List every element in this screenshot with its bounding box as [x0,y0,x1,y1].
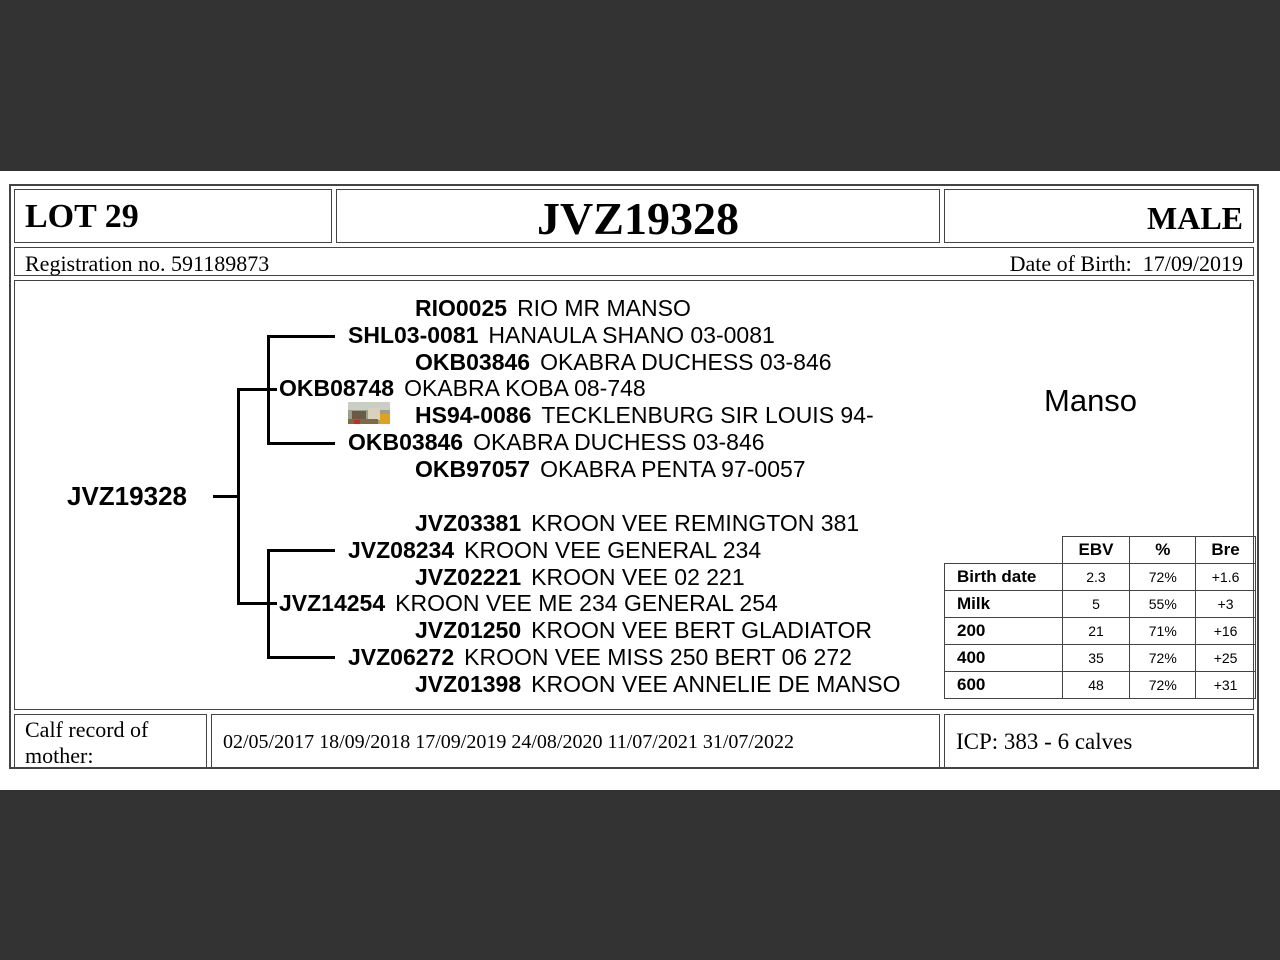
lot-cell [14,189,332,243]
sire-bracket [267,335,270,444]
table-row: 400 35 72% +25 [945,645,1256,672]
pedigree-subject: JVZ19328 [67,481,187,511]
pedigree-dam-dam: JVZ06272 KROON VEE MISS 250 BERT 06 272 [348,644,852,670]
animal-nickname: Manso [1044,383,1138,418]
pedigree-sire-dam: OKB03846 OKABRA DUCHESS 03-846 [348,429,765,455]
pedigree-sire-dam-dam: OKB97057 OKABRA PENTA 97-0057 [415,456,806,482]
pedigree-dam-sire-dam: JVZ02221 KROON VEE 02 221 [415,564,745,590]
lot-number: LOT 29 [25,198,139,235]
pedigree-area [14,280,1254,710]
animal-sex: MALE [1147,200,1243,236]
calf-record-dates: 02/05/2017 18/09/2018 17/09/2019 24/08/2020 11/07/2021 31/07/2022 [223,731,794,753]
table-row: Milk 5 55% +3 [945,591,1256,618]
icp-cell [944,714,1254,768]
animal-id-cell [336,189,940,243]
animal-photo-icon [348,402,390,424]
sex-cell [944,189,1254,243]
ebv-table [944,536,1256,699]
pedigree-dam-dam-dam: JVZ01398 KROON VEE ANNELIE DE MANSO [415,671,901,697]
sire-connector [237,388,277,391]
pedigree-sire-sire-sire: RIO0025 RIO MR MANSO [415,295,691,321]
calf-record-label-cell [14,714,207,768]
pedigree-sire-dam-sire: HS94-0086 TECKLENBURG SIR LOUIS 94- [415,402,874,428]
sire-sire-connector [267,335,335,338]
pedigree-sire: OKB08748 OKABRA KOBA 08-748 [279,375,646,401]
pedigree-sire-sire: SHL03-0081 HANAULA SHANO 03-0081 [348,322,775,348]
table-row: Birth date 2.3 72% +1.6 [945,564,1256,591]
parents-bracket [237,388,240,604]
date-of-birth [1010,251,1243,277]
registration-number: Registration no. 591189873 [25,251,270,276]
calf-record-label: Calf record of mother: [25,717,149,768]
pedigree-dam-sire-sire: JVZ03381 KROON VEE REMINGTON 381 [415,510,860,536]
pedigree-dam-dam-sire: JVZ01250 KROON VEE BERT GLADIATOR [415,617,872,643]
registration-row [14,247,1254,276]
bre-header: Bre [1196,537,1256,564]
dam-sire-connector [267,549,335,552]
ebv-header-row [945,537,1256,564]
pedigree-dam-sire: JVZ08234 KROON VEE GENERAL 234 [348,537,762,563]
animal-id-title: JVZ19328 [537,193,739,244]
pedigree-sire-sire-dam: OKB03846 OKABRA DUCHESS 03-846 [415,349,832,375]
ebv-header: EBV [1062,537,1130,564]
sire-dam-connector [267,442,335,445]
subject-connector [213,495,240,498]
pedigree-dam: JVZ14254 KROON VEE ME 234 GENERAL 254 [279,590,778,616]
dam-connector [237,602,277,605]
pct-header: % [1130,537,1196,564]
table-row: 200 21 71% +16 [945,618,1256,645]
lot-card-border [9,184,1259,769]
calf-dates-cell [211,714,940,768]
dam-bracket [267,549,270,658]
dam-dam-connector [267,656,335,659]
lot-card [0,171,1280,790]
dob-label: Date of Birth: [1009,251,1132,276]
table-row: 600 48 72% +31 [945,672,1256,699]
dob-value: 17/09/2019 [1142,251,1243,276]
icp-summary: ICP: 383 - 6 calves [956,729,1133,754]
